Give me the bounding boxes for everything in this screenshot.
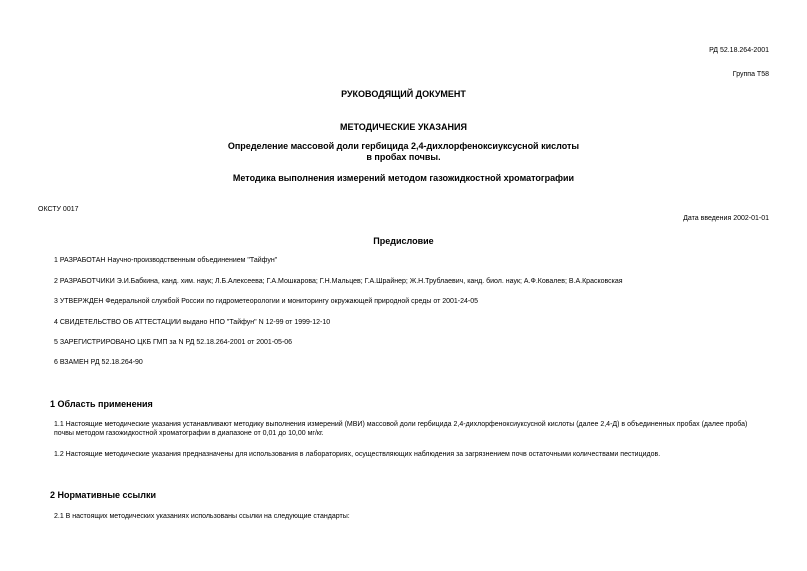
document-number: РД 52.18.264-2001 bbox=[709, 47, 769, 54]
preface-title: Предисловие bbox=[373, 236, 434, 246]
preface-item: 6 ВЗАМЕН РД 52.18.264-90 bbox=[54, 359, 143, 366]
method-heading: Методика выполнения измерений методом газожидкостной хроматографии bbox=[232, 173, 575, 183]
intro-date: Дата введения 2002-01-01 bbox=[683, 215, 769, 222]
doc-type-heading: РУКОВОДЯЩИЙ ДОКУМЕНТ bbox=[341, 89, 466, 99]
section-1-paragraph-1 bbox=[38, 420, 768, 438]
subject-line-2: в пробах почвы. bbox=[366, 152, 441, 162]
guidelines-heading: МЕТОДИЧЕСКИЕ УКАЗАНИЯ bbox=[340, 122, 467, 132]
paragraph-text: 1.1 Настоящие методические указания устанавливают методику выполнения измерений (МВИ) массовой доли гербицида 2,4-дихлорфеноксиуксусной кислоты (далее 2,4-Д) в объединенных пробах (далее проба) почвы методом газожидкостной хроматографии в диапазоне от 0,01 до 10,00 мг/кг. bbox=[54, 421, 748, 437]
section-2-title: 2 Нормативные ссылки bbox=[50, 490, 156, 500]
preface-item: 1 РАЗРАБОТАН Научно-производственным объединением "Тайфун" bbox=[54, 257, 278, 264]
subject-line-1: Определение массовой доли гербицида 2,4-дихлорфеноксиуксусной кислоты bbox=[227, 141, 580, 151]
subject-heading bbox=[0, 141, 807, 163]
preface-item: 5 ЗАРЕГИСТРИРОВАНО ЦКБ ГМП за N РД 52.18.264-2001 от 2001-05-06 bbox=[54, 339, 293, 346]
group-code: Группа Т58 bbox=[732, 71, 769, 78]
preface-item: 4 СВИДЕТЕЛЬСТВО ОБ АТТЕСТАЦИИ выдано НПО "Тайфун" N 12-99 от 1999-12-10 bbox=[54, 319, 331, 326]
paragraph-text: 1.2 Настоящие методические указания предназначены для использования в лабораториях, осуществляющих наблюдения за загрязнением почв остаточными количествами пестицидов. bbox=[54, 451, 661, 458]
section-1-title: 1 Область применения bbox=[50, 399, 153, 409]
preface-item: 2 РАЗРАБОТЧИКИ Э.И.Бабкина, канд. хим. наук; Л.Б.Алексеева; Г.А.Мошкарова; Г.Н.Мальцев; Г.А.Шрайнер; Ж.Н.Трублаевич, канд. биол. наук; А.Ф.Ковалев; В.А.Красковская bbox=[54, 278, 623, 285]
section-1-paragraph-2 bbox=[38, 450, 768, 459]
section-2-paragraph-1 bbox=[38, 512, 768, 521]
paragraph-text: 2.1 В настоящих методических указаниях использованы ссылки на следующие стандарты: bbox=[54, 513, 350, 520]
okstu-code: ОКСТУ 0017 bbox=[38, 206, 79, 213]
preface-item: 3 УТВЕРЖДЕН Федеральной службой России по гидрометеорологии и мониторингу окружающей природной среды от 2001-24-05 bbox=[54, 298, 479, 305]
